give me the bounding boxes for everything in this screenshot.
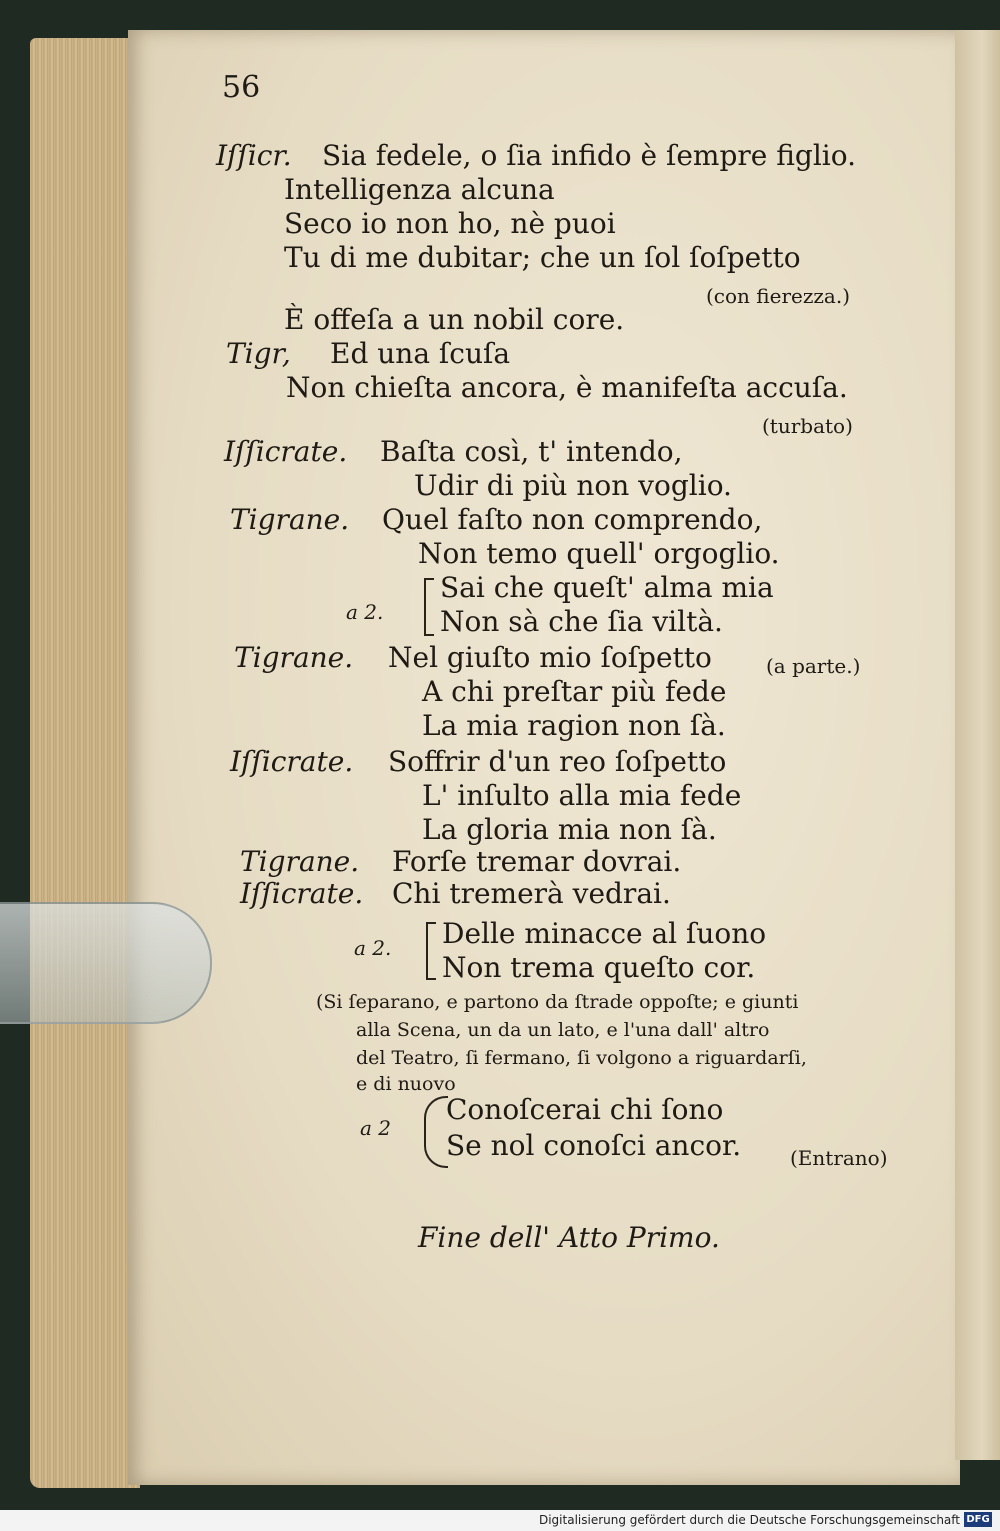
verse-line: Udir di più non voglio. xyxy=(414,469,732,502)
stage-direction: (a parte.) xyxy=(766,654,861,678)
verse-line: Non trema queſto cor. xyxy=(442,951,756,984)
verse-line: Non temo quell' orgoglio. xyxy=(418,537,780,570)
verse-line: Baſta così, t' intendo, xyxy=(380,435,683,468)
verse-line: L' inſulto alla mia fede xyxy=(422,779,742,812)
stage-direction: del Teatro, ſi fermano, ſi volgono a riguardarſi, xyxy=(356,1047,807,1069)
verse-line: Non chieſta ancora, è manifeſta accuſa. xyxy=(286,371,848,404)
verse-line: Se nol conoſci ancor. xyxy=(446,1129,742,1162)
speaker-label: Tigrane. xyxy=(230,503,350,536)
stage-direction: (con fierezza.) xyxy=(706,284,851,308)
verse-line: Soffrir d'un reo ſoſpetto xyxy=(388,745,727,778)
a2-label: a 2 xyxy=(360,1116,392,1140)
speaker-label: Iſſicrate. xyxy=(230,745,354,778)
a2-label: a 2. xyxy=(346,600,384,624)
verse-line: Tu di me dubitar; che un ſol ſoſpetto xyxy=(284,241,801,274)
a2-label: a 2. xyxy=(354,936,392,960)
stage-direction: (Si ſeparano, e partono da ſtrade oppoſte; e giunti xyxy=(316,991,799,1013)
speaker-label: Iſſicrate. xyxy=(240,877,364,910)
verse-line: Conoſcerai chi ſono xyxy=(446,1093,724,1126)
verse-line: È offeſa a un nobil core. xyxy=(284,303,625,336)
page-number: 56 xyxy=(222,70,261,105)
dfg-logo: DFG xyxy=(964,1512,992,1527)
verse-line: Nel giuſto mio ſoſpetto xyxy=(388,641,712,674)
verse-line: A chi preſtar più fede xyxy=(422,675,727,708)
stage-direction: e di nuovo xyxy=(356,1073,456,1095)
verse-line: Ed una ſcuſa xyxy=(330,337,511,370)
parenthesis-bracket xyxy=(424,1096,448,1168)
verse-line: Intelligenza alcuna xyxy=(284,173,555,206)
stage-direction: (turbato) xyxy=(762,414,853,438)
speaker-label: Iſſicr. xyxy=(216,139,292,172)
bracket xyxy=(424,578,434,636)
verse-line: Forſe tremar dovrai. xyxy=(392,845,682,878)
speaker-label: Tigrane. xyxy=(240,845,360,878)
verse-line: Quel faſto non comprendo, xyxy=(382,503,763,536)
verse-line: Sai che queſt' alma mia xyxy=(440,571,774,604)
verse-line: La gloria mia non ſà. xyxy=(422,813,717,846)
verse-line: Chi tremerà vedrai. xyxy=(392,877,671,910)
stage-direction: (Entrano) xyxy=(790,1146,888,1170)
page-clip xyxy=(0,902,212,1024)
speaker-label: Tigrane. xyxy=(234,641,354,674)
book-page-edges xyxy=(30,38,140,1488)
stage-direction: alla Scena, un da un lato, e l'una dall' altro xyxy=(356,1019,770,1041)
verse-line: Sia fedele, o ſia infido è ſempre figlio. xyxy=(322,139,857,172)
act-end-title: Fine dell' Atto Primo. xyxy=(418,1221,720,1254)
bracket xyxy=(426,922,436,980)
verse-line: Non sà che ſia viltà. xyxy=(440,605,723,638)
speaker-label: Tigr, xyxy=(226,337,291,370)
speaker-label: Iſſicrate. xyxy=(224,435,348,468)
facing-page-edge xyxy=(955,30,1000,1460)
verse-line: Seco io non ho, nè puoi xyxy=(284,207,616,240)
footer-credit: Digitalisierung gefördert durch die Deutsche Forschungsgemeinschaft xyxy=(538,1513,960,1527)
verse-line: La mia ragion non ſà. xyxy=(422,709,726,742)
verse-line: Delle minacce al ſuono xyxy=(442,917,767,950)
